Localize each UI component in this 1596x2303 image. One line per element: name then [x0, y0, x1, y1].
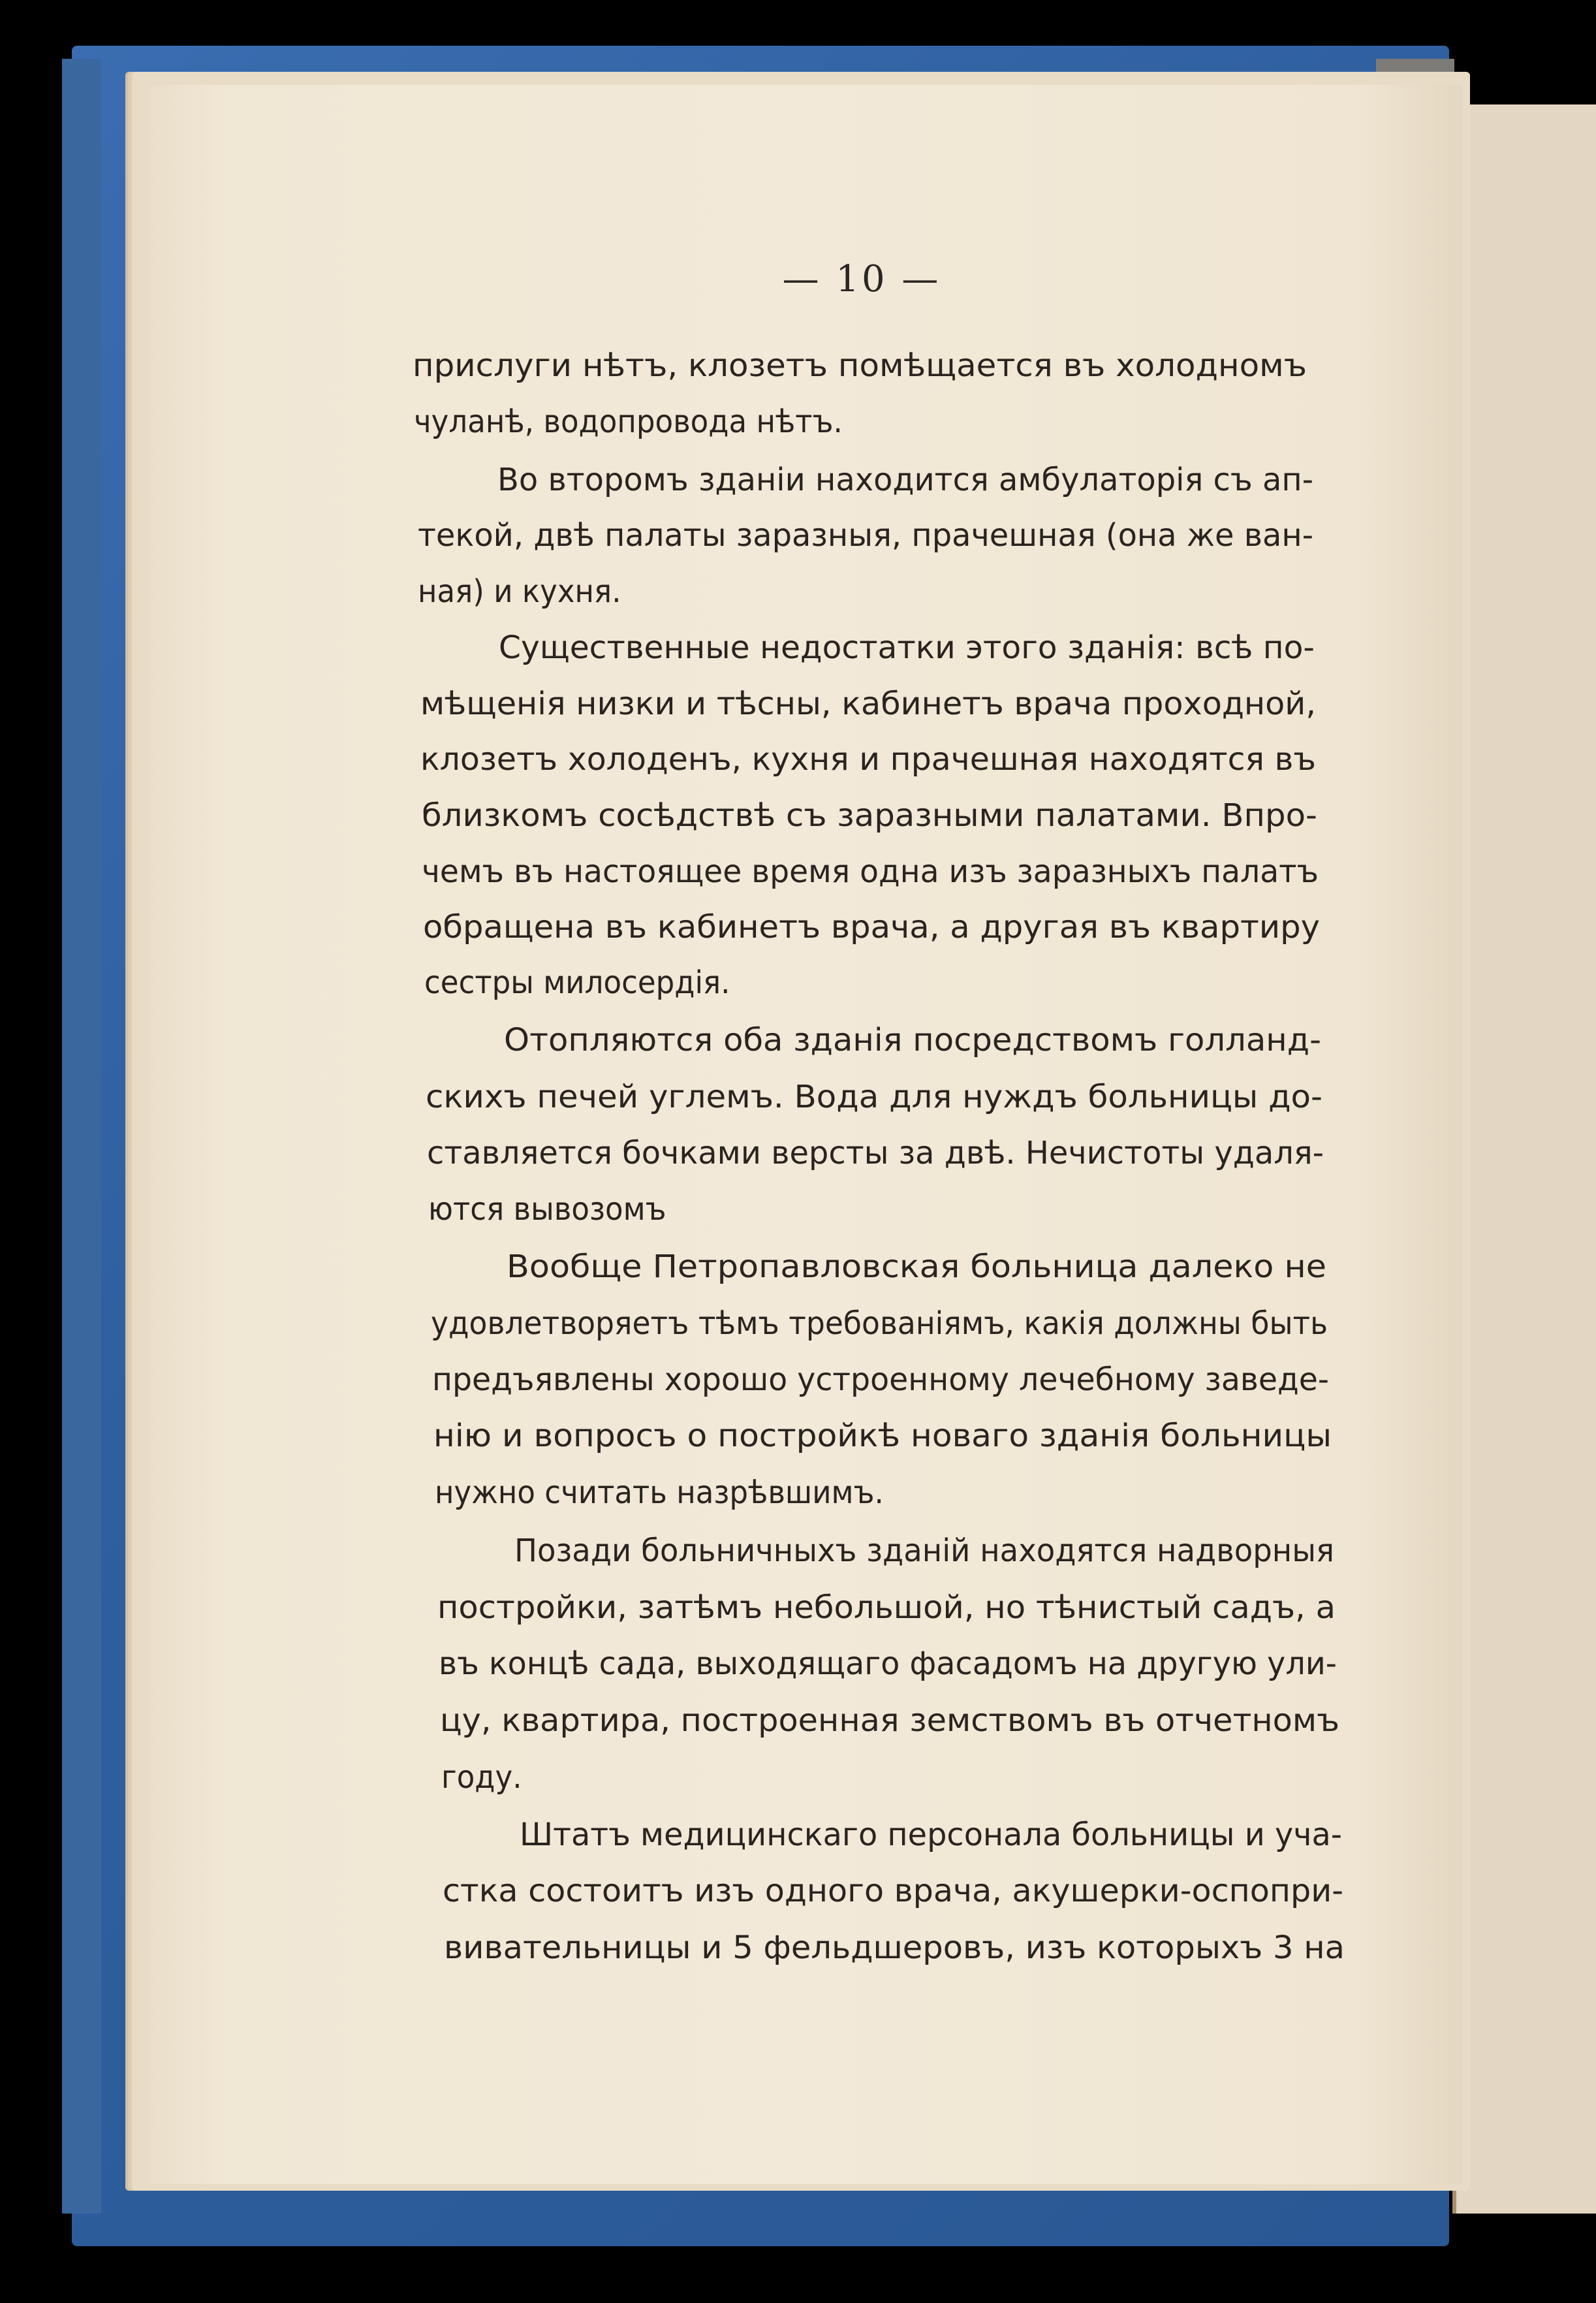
text-line: Существенные недостатки этого зданія: всѣ по- [499, 629, 1315, 666]
text-line: ная) и кухня. [418, 573, 621, 610]
text-line: текой, двѣ палаты заразныя, прачешная (она же ван- [418, 517, 1313, 554]
text-line: близкомъ сосѣдствѣ съ заразными палатами. Впро- [422, 797, 1317, 834]
text-line: цу, квартира, построенная земствомъ въ отчетномъ [440, 1702, 1339, 1739]
text-line: ются вывозомъ [428, 1191, 666, 1228]
text-line: постройки, затѣмъ небольшой, но тѣнистый садъ, а [437, 1589, 1336, 1626]
text-line: ставляется бочками версты за двѣ. Нечистоты удаля- [427, 1135, 1324, 1171]
text-line: въ концѣ сада, выходящаго фасадомъ на другую ули- [439, 1645, 1337, 1682]
text-line: сестры милосердія. [424, 964, 730, 1001]
text-line: Во второмъ зданіи находится амбулаторія съ ап- [497, 462, 1313, 498]
text-line: Штатъ медицинскаго персонала больницы и уча- [520, 1817, 1342, 1853]
text-line: скихъ печей углемъ. Вода для нуждъ больницы до- [426, 1079, 1322, 1115]
text-line: Отопляются оба зданія посредствомъ голланд- [504, 1022, 1321, 1058]
text-line: предъявлены хорошо устроенному лечебному заведе- [432, 1361, 1329, 1398]
text-line: нужно считать назрѣвшимъ. [435, 1474, 884, 1511]
text-line: чуланѣ, водопровода нѣтъ. [414, 404, 843, 440]
text-line: клозетъ холоденъ, кухня и прачешная находятся въ [420, 741, 1316, 778]
text-line: Позади больничныхъ зданій находятся надворныя [514, 1533, 1334, 1569]
text-line: нію и вопросъ о постройкѣ новаго зданія больницы [433, 1418, 1332, 1454]
text-line: прислуги нѣтъ, клозетъ помѣщается въ холодномъ [413, 347, 1307, 384]
page-number: — 10 — [782, 258, 941, 300]
text-line: вивательницы и 5 фельдшеровъ, изъ которыхъ 3 на [444, 1930, 1345, 1966]
text-line: удовлетворяетъ тѣмъ требованіямъ, какія должны быть [431, 1305, 1328, 1342]
text-line: мѣщенія низки и тѣсны, кабинетъ врача проходной, [420, 686, 1316, 722]
text-line: стка состоитъ изъ одного врача, акушерки-оспопри- [443, 1873, 1343, 1909]
text-line: Вообще Петропавловская больница далеко не [507, 1248, 1327, 1285]
text-line: году. [441, 1759, 522, 1796]
text-line: обращена въ кабинетъ врача, а другая въ квартиру [423, 909, 1321, 945]
text-line: чемъ въ настоящее время одна изъ заразныхъ палатъ [422, 853, 1319, 890]
